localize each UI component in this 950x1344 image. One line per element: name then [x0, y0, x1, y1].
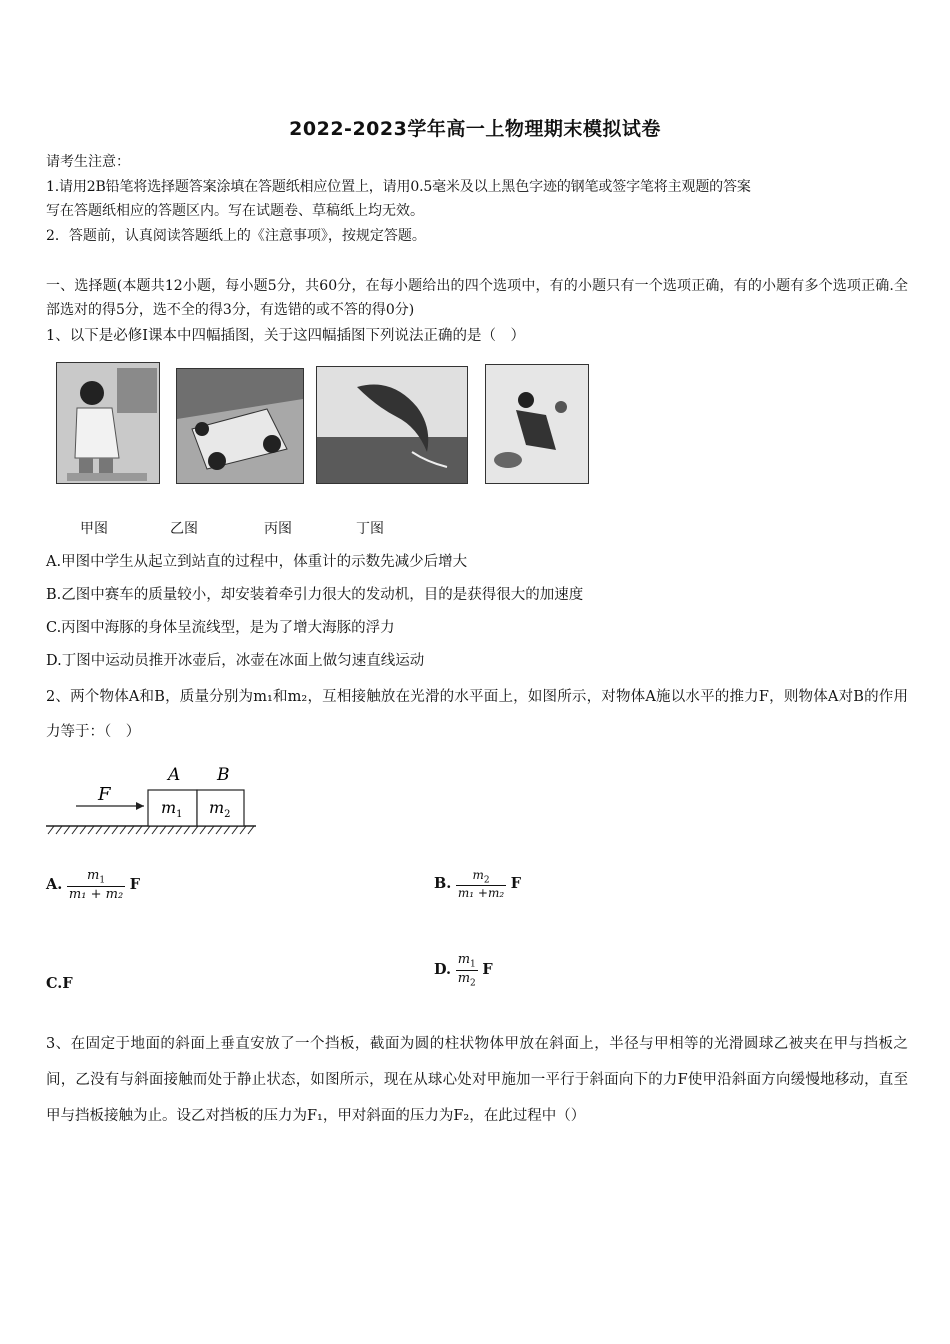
photo-ding: [485, 364, 589, 484]
photo-ding-image: [486, 365, 588, 483]
notice-item-1-line-1: 1.请用2B铅笔将选择题答案涂填在答题纸相应位置上，请用0.5毫米及以上黑色字迹的钢笔或签字笔将主观题的答案: [46, 179, 751, 195]
photo-yi-image: [177, 369, 303, 483]
q2-option-b-den: m₁ +m₂: [457, 886, 505, 901]
q1-option-a: A.甲图中学生从起立到站直的过程中，体重计的示数先减少后增大: [46, 554, 468, 570]
q2-option-b-num-sub: 2: [483, 875, 490, 886]
q2-diagram: [46, 760, 258, 840]
q1-stem: 1、以下是必修Ⅰ课本中四幅插图，关于这四幅插图下列说法正确的是（ ）: [46, 328, 525, 344]
q2-option-d: [434, 952, 493, 988]
q2-option-a-label: A.: [46, 875, 63, 893]
caption-jia: 甲图: [80, 521, 108, 537]
photo-jia-image: [57, 363, 159, 483]
q3-stem: 3、在固定于地面的斜面上垂直安放了一个挡板，截面为圆的柱状物体甲放在斜面上，半径与甲相等的光滑圆球乙被夹在甲与挡板之间，乙没有与斜面接触而处于静止状态，如图所示，现在从球心处对甲施加一平行于斜面向下的力F使甲沿斜面方向缓慢地移动，直至甲与挡板接触为止。设乙对挡板的压力为F₁，甲对斜面的压力为F₂，在此过程中（）: [46, 1036, 908, 1124]
notice-heading: 请考生注意：: [46, 154, 130, 170]
photo-jia: [56, 362, 160, 484]
caption-bing: 丙图: [264, 521, 292, 537]
q2-option-d-label: D.: [434, 961, 452, 979]
notice-item-2: 2．答题前，认真阅读答题纸上的《注意事项》，按规定答题。: [46, 228, 426, 244]
q2-option-d-num-sub: 1: [470, 959, 476, 970]
section-intro: 一、选择题(本题共12小题，每小题5分，共60分，在每小题给出的四个选项中，有的小题只有一个选项正确，有的小题有多个选项正确.全部选对的得5分，选不全的得3分，有选错的或不答的得0分): [46, 278, 908, 318]
q1-option-b: B.乙图中赛车的质量较小，却安装着牵引力很大的发动机，目的是获得很大的加速度: [46, 587, 584, 603]
block-a-label: A: [168, 765, 181, 785]
q2-stem: 2、两个物体A和B，质量分别为m₁和m₂，互相接触放在光滑的水平面上，如图所示，对物体A施以水平的推力F，则物体A对B的作用力等于：（ ）: [46, 689, 908, 740]
photo-yi: [176, 368, 304, 484]
page-title: 2022-2023学年高一上物理期末模拟试卷: [289, 118, 661, 140]
q1-option-d: D.丁图中运动员推开冰壶后，冰壶在冰面上做匀速直线运动: [46, 653, 425, 669]
q2-option-b-num: m: [472, 868, 484, 882]
q2-option-a: [46, 868, 140, 902]
q2-option-a-fraction: [67, 868, 125, 902]
q2-option-d-num: m: [457, 952, 471, 967]
q2-option-b-label: B.: [434, 875, 452, 893]
photo-bing-image: [317, 367, 467, 483]
q2-option-a-tail: F: [129, 875, 141, 893]
block-b-mass-sub: 2: [224, 809, 231, 820]
block-a-mass: m: [161, 798, 177, 817]
q1-option-c: C.丙图中海豚的身体呈流线型，是为了增大海豚的浮力: [46, 620, 395, 636]
block-b-mass: m: [209, 798, 225, 817]
block-a-mass-sub: 1: [176, 809, 183, 820]
q2-option-a-num: m: [87, 868, 100, 883]
q2-option-d-den-sub: 2: [470, 978, 476, 989]
q2-option-b-tail: F: [510, 875, 522, 893]
notice-item-1-line-2: 写在答题纸相应的答题区内。写在试题卷、草稿纸上均无效。: [46, 203, 424, 219]
q2-option-b-fraction: [456, 868, 506, 900]
caption-ding: 丁图: [356, 521, 384, 537]
block-b-label: B: [217, 765, 230, 785]
photo-bing: [316, 366, 468, 484]
q2-option-a-den: m₁ + m₂: [68, 886, 124, 902]
q2-option-c: C.F: [46, 975, 73, 992]
q2-option-a-num-sub: 1: [99, 875, 106, 886]
q2-figure: [46, 760, 258, 840]
q2-option-d-den: m: [457, 970, 471, 986]
caption-yi: 乙图: [170, 521, 198, 537]
q2-option-b: [434, 868, 521, 900]
force-label: F: [98, 784, 111, 805]
q2-option-d-fraction: [456, 952, 478, 988]
q2-option-d-tail: F: [482, 961, 493, 979]
